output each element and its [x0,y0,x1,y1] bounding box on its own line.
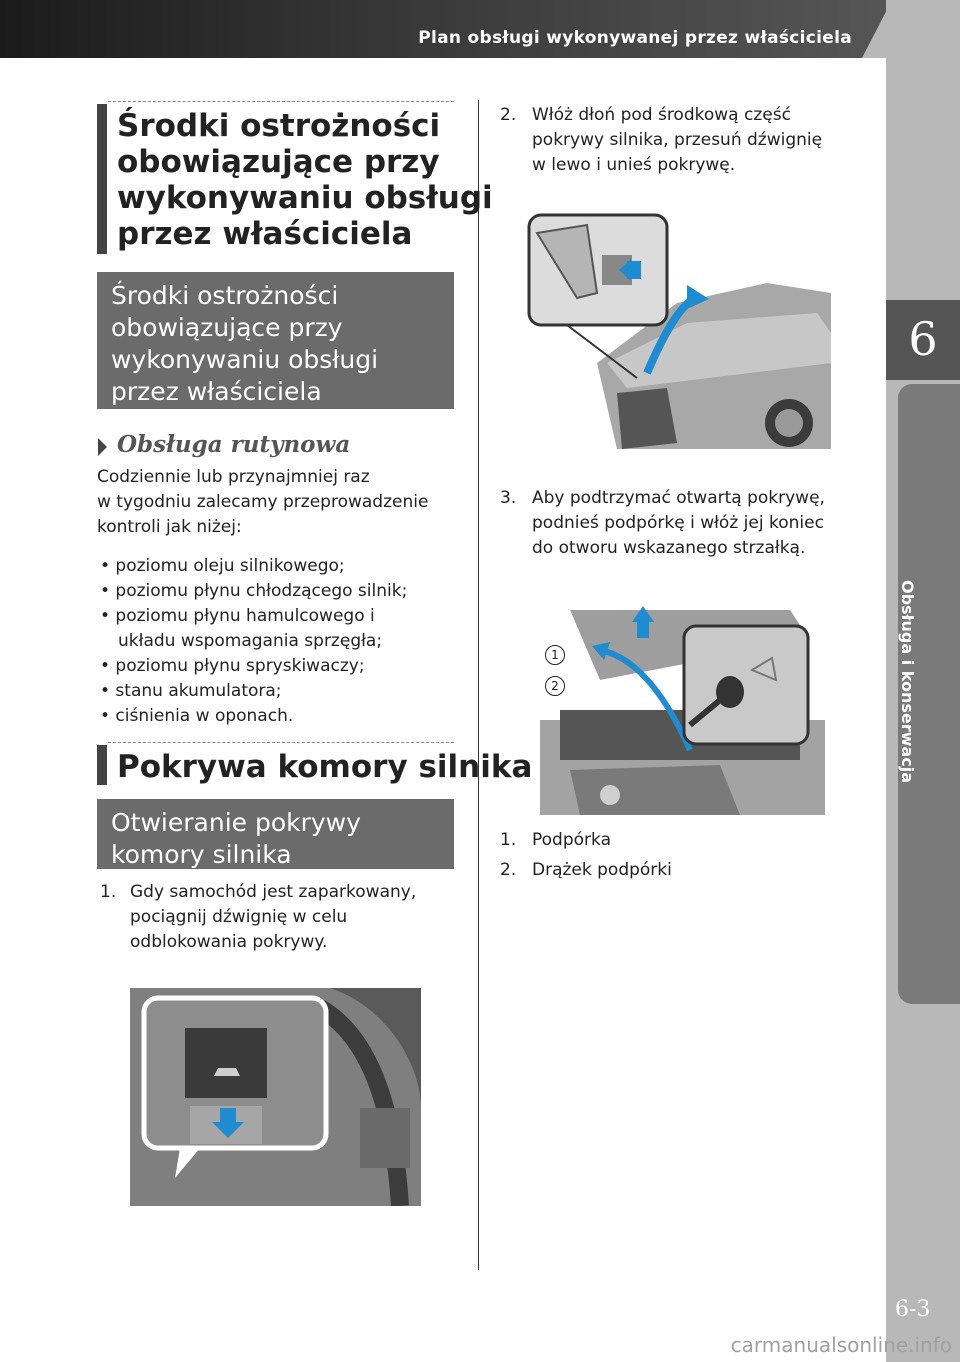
caption-text: Drążek podpórki [532,860,672,880]
subsection-title-box: Otwieranie pokrywy komory silnika [97,799,454,869]
page-header [0,0,960,58]
heading-bar [97,745,107,785]
step-text: Aby podtrzymać otwartą pokrywę, podnieś podpórkę i włóż jej koniec do otworu wskazanego strzałką. [532,488,825,558]
subhead-marker-icon [98,438,107,456]
intro-paragraph: Codziennie lub przynajmniej raz w tygodniu zalecamy przeprowadzenie kontroli jak niżej: [97,467,429,537]
caption-number: 2. [500,860,517,880]
section-divider [108,101,454,102]
hood-release-lever-image [130,988,421,1206]
section-title: Środki ostrożności obowiązujące przy wykonywaniu obsługi przez właściciela [117,108,493,252]
list-item: • poziomu płynu spryskiwaczy; [100,656,365,676]
hood-lift-drawing [527,213,831,449]
list-item: • ciśnienia w oponach. [100,706,294,726]
step-number: 1. [100,882,117,902]
caption-number: 1. [500,830,517,850]
page-number: 6-3 [895,1297,931,1322]
hood-release-lever-drawing [130,988,421,1206]
watermark: carmanualsonline.info [730,1333,952,1357]
callout-1: 1 [545,645,565,665]
section-divider [108,742,454,743]
subsection-title-box: Środki ostrożności obowiązujące przy wykonywaniu obsługi przez właściciela [97,272,454,409]
hood-support-image [540,600,825,815]
chapter-label: Obsługa i konserwacja [898,580,917,783]
list-item: • stanu akumulatora; [100,681,282,701]
header-title: Plan obsługi wykonywanej przez właściciela [418,28,852,48]
subheading: Obsługa rutynowa [117,431,351,458]
list-item: • poziomu płynu hamulcowego i układu wspomagania sprzęgła; [100,606,383,651]
step-text: Włóż dłoń pod środkową część pokrywy silnika, przesuń dźwignię w lewo i unieś pokrywę. [532,105,823,175]
step-text: Gdy samochód jest zaparkowany, pociągnij dźwignię w celu odblokowania pokrywy. [130,882,417,952]
list-item: • poziomu płynu chłodzącego silnik; [100,581,408,601]
step-number: 3. [500,488,517,508]
section-title-hood: Pokrywa komory silnika [117,749,533,785]
step-number: 2. [500,105,517,125]
hood-support-drawing [540,600,825,815]
chapter-number: 6 [908,312,938,366]
list-item: • poziomu oleju silnikowego; [100,556,345,576]
hood-lift-image [527,213,831,449]
callout-2: 2 [545,676,565,696]
column-divider [478,100,479,1270]
heading-bar [97,104,107,254]
caption-text: Podpórka [532,830,611,850]
